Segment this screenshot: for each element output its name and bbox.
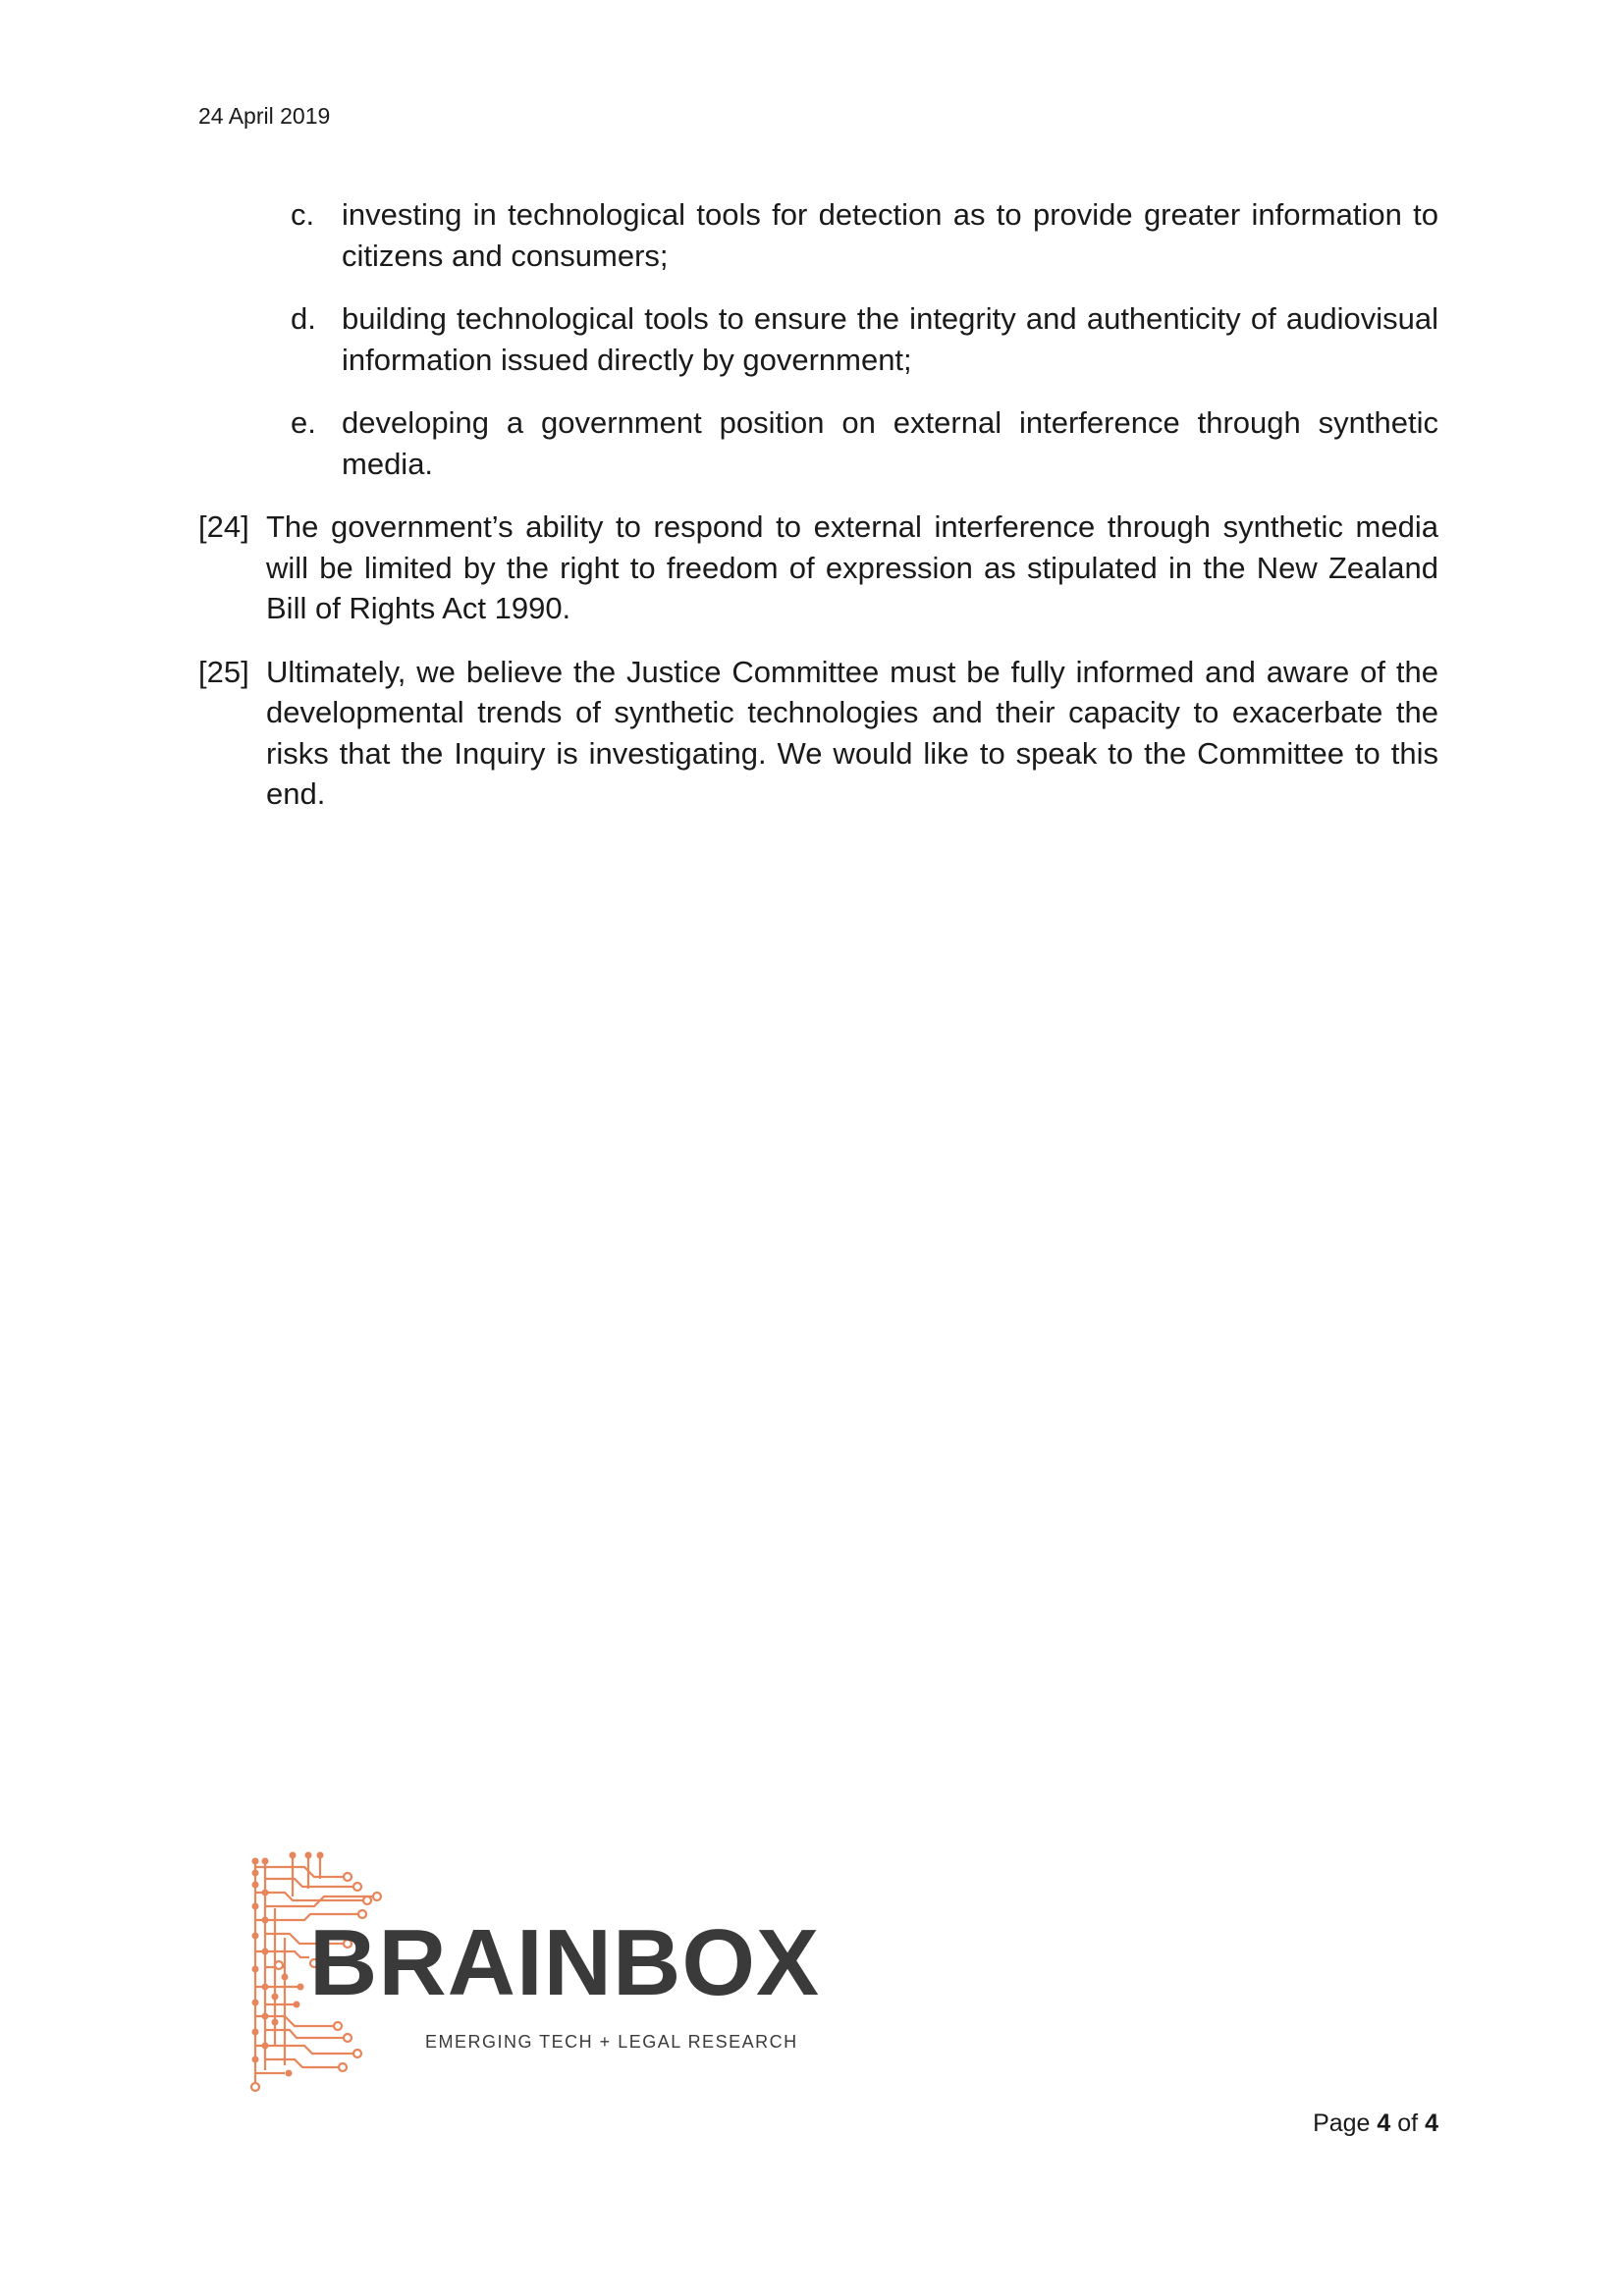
paragraph-text: Ultimately, we believe the Justice Committee must be fully informed and aware of the developmental trends of synthetic technologies and their capacity to exacerbate the risks that the Inquiry is investigating. We would like to speak to the Committee to this end. [266, 654, 1438, 811]
list-item [291, 298, 1438, 380]
list-item [291, 194, 1438, 276]
logo-wordmark: BRAINBOX [309, 1910, 821, 2015]
list-item-text: building technological tools to ensure the integrity and authenticity of audiovisual information issued directly by government; [342, 301, 1438, 377]
paragraph [198, 652, 1438, 815]
page-label: Page [1313, 2109, 1371, 2137]
list-item-text: investing in technological tools for detection as to provide greater information to citizens and consumers; [342, 197, 1438, 273]
brainbox-logo [245, 1849, 821, 2095]
page-current: 4 [1377, 2109, 1391, 2137]
list-marker: e. [291, 405, 316, 440]
paragraph-number: [24] [198, 509, 249, 544]
list-item-text: developing a government position on external interference through synthetic media. [342, 405, 1438, 481]
document-body [198, 194, 1438, 837]
header-date: 24 April 2019 [198, 103, 331, 129]
page-separator: of [1397, 2109, 1419, 2137]
paragraph [198, 507, 1438, 629]
paragraph-text: The government’s ability to respond to external interference through synthetic media will be limited by the right to freedom of expression as stipulated in the New Zealand Bill of Rights Act 1990. [266, 509, 1438, 625]
page-footer [1313, 2107, 1438, 2140]
list-marker: c. [291, 197, 315, 232]
paragraph-number: [25] [198, 654, 249, 689]
page-total: 4 [1425, 2109, 1438, 2137]
list-item [291, 402, 1438, 484]
list-marker: d. [291, 301, 316, 336]
logo-tagline: EMERGING TECH + LEGAL RESEARCH [425, 2032, 798, 2052]
